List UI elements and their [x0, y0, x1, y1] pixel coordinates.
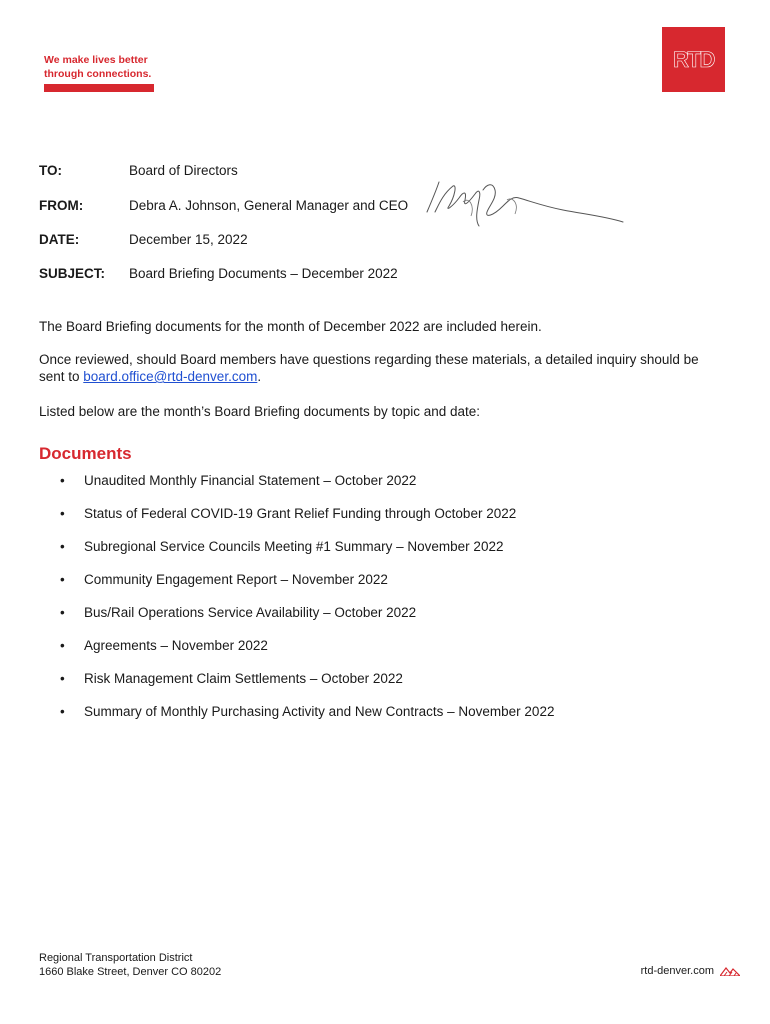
- memo-to-value: Board of Directors: [129, 163, 238, 178]
- rtd-mountain-icon: [720, 966, 740, 976]
- tagline-underline: [44, 84, 154, 92]
- list-item: [60, 571, 554, 604]
- footer-address-block: [39, 951, 221, 979]
- document-title: Bus/Rail Operations Service Availability – October 2022: [84, 605, 417, 620]
- list-item: [60, 604, 554, 637]
- document-title: Summary of Monthly Purchasing Activity and New Contracts – November 2022: [84, 704, 555, 719]
- rtd-logo: [662, 27, 725, 92]
- memo-subject-value: Board Briefing Documents – December 2022: [129, 266, 398, 281]
- listing-paragraph: Listed below are the month’s Board Briefing documents by topic and date:: [39, 404, 481, 419]
- tagline: [44, 53, 151, 81]
- memo-date-value: December 15, 2022: [129, 232, 248, 247]
- inquiry-text: Once reviewed, should Board members have questions regarding these materials, a detailed inquiry should be sent to: [39, 352, 699, 384]
- bullet-icon: •: [60, 572, 65, 587]
- list-item: [60, 637, 554, 670]
- tagline-line-1: We make lives better: [44, 54, 148, 66]
- bullet-icon: •: [60, 539, 65, 554]
- bullet-icon: •: [60, 638, 65, 653]
- tagline-line-2: through connections.: [44, 68, 152, 80]
- bullet-icon: •: [60, 605, 65, 620]
- documents-list: [60, 472, 554, 736]
- logo-text: RTD: [673, 46, 714, 72]
- document-title: Risk Management Claim Settlements – October 2022: [84, 671, 403, 686]
- list-item: [60, 670, 554, 703]
- document-title: Status of Federal COVID-19 Grant Relief Funding through October 2022: [84, 506, 517, 521]
- intro-paragraph: The Board Briefing documents for the month of December 2022 are included herein.: [39, 319, 542, 334]
- bullet-icon: •: [60, 473, 65, 488]
- inquiry-period: .: [257, 369, 262, 384]
- documents-heading: Documents: [39, 444, 132, 463]
- list-item: [60, 538, 554, 571]
- list-item: [60, 505, 554, 538]
- memo-from-label: FROM:: [39, 198, 84, 213]
- list-item: [60, 472, 554, 505]
- footer-org-name: Regional Transportation District: [39, 952, 193, 964]
- memo-from-value: Debra A. Johnson, General Manager and CEO: [129, 198, 409, 213]
- document-title: Unaudited Monthly Financial Statement – October 2022: [84, 473, 417, 488]
- document-title: Agreements – November 2022: [84, 638, 268, 653]
- memo-date-label: DATE:: [39, 232, 80, 247]
- bullet-icon: •: [60, 671, 65, 686]
- memo-to-label: TO:: [39, 163, 62, 178]
- memo-subject-label: SUBJECT:: [39, 266, 106, 281]
- signature-image: [423, 176, 628, 236]
- bullet-icon: •: [60, 506, 65, 521]
- board-office-email-link[interactable]: board.office@rtd-denver.com: [83, 369, 258, 384]
- document-title: Subregional Service Councils Meeting #1 Summary – November 2022: [84, 539, 504, 554]
- footer-website-text[interactable]: rtd-denver.com: [640, 965, 714, 977]
- footer-website: [641, 965, 740, 977]
- inquiry-paragraph: [39, 351, 699, 385]
- footer-address: 1660 Blake Street, Denver CO 80202: [39, 966, 222, 978]
- document-title: Community Engagement Report – November 2022: [84, 572, 388, 587]
- list-item: [60, 703, 554, 736]
- bullet-icon: •: [60, 704, 65, 719]
